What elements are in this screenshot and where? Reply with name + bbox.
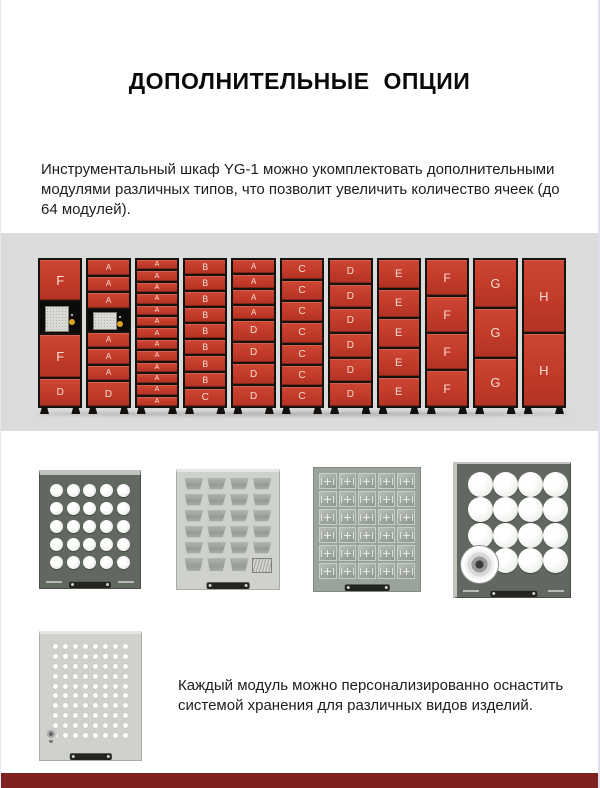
cabinet-module-E: E (379, 378, 419, 406)
storage-box (339, 545, 357, 561)
storage-hole (468, 497, 493, 522)
storage-hole (72, 683, 79, 690)
cabinet-module-D: D (330, 334, 370, 357)
tray-round-holes-80-grid (50, 642, 131, 740)
storage-box (358, 491, 376, 507)
tray-handle-icon (490, 590, 537, 597)
storage-hole (493, 523, 518, 548)
storage-bin (252, 526, 272, 539)
storage-hole (50, 556, 63, 569)
storage-hole (62, 663, 69, 670)
storage-box (319, 527, 337, 543)
storage-box (397, 563, 415, 579)
cabinet-module-A: A (88, 260, 128, 275)
cabinet-module-A: A (137, 385, 177, 394)
storage-hole (62, 643, 69, 650)
storage-hole (92, 692, 99, 699)
storage-hole (62, 692, 69, 699)
cabinet-module-F: F (40, 335, 80, 377)
cabinet-module-B: B (185, 324, 225, 338)
storage-hole (50, 520, 63, 533)
storage-hole (100, 484, 113, 497)
storage-hole (493, 472, 518, 497)
storage-hole (117, 538, 130, 551)
storage-box (378, 527, 396, 543)
storage-hole (122, 722, 129, 729)
cabinet-module-A: A (137, 340, 177, 349)
tray-handle-icon (345, 584, 390, 591)
storage-hole (52, 673, 59, 680)
storage-hole (102, 712, 109, 719)
storage-bin (207, 478, 227, 491)
storage-hole (82, 702, 89, 709)
storage-hole (117, 520, 130, 533)
cabinet-module-F: F (427, 297, 467, 332)
storage-hole (102, 732, 109, 739)
storage-hole (112, 712, 119, 719)
storage-hole (62, 683, 69, 690)
label-mark (548, 590, 564, 592)
storage-hole (543, 472, 568, 497)
storage-hole (83, 538, 96, 551)
storage-hole (122, 653, 129, 660)
storage-hole (92, 722, 99, 729)
storage-hole (122, 683, 129, 690)
storage-hole (92, 663, 99, 670)
storage-hole (72, 653, 79, 660)
storage-hole (83, 484, 96, 497)
storage-hole (122, 712, 129, 719)
storage-hole (72, 643, 79, 650)
cabinet-column-9 (425, 258, 469, 408)
storage-bin (184, 478, 204, 491)
storage-hole (92, 702, 99, 709)
window-panel (93, 312, 117, 330)
storage-hole (468, 472, 493, 497)
cabinet-module-D: D (330, 285, 370, 308)
cabinet-illustration (38, 258, 566, 408)
cabinet-module-C: C (185, 389, 225, 406)
storage-hole (67, 502, 80, 515)
storage-hole (52, 692, 59, 699)
storage-hole (102, 673, 109, 680)
storage-bin (184, 526, 204, 539)
storage-box (397, 473, 415, 489)
storage-bin (184, 558, 204, 573)
cabinet-column-5 (231, 258, 275, 408)
storage-hole (100, 520, 113, 533)
tray-plastic-boxes (313, 467, 421, 592)
storage-box (339, 491, 357, 507)
storage-hole (102, 683, 109, 690)
storage-hole (100, 538, 113, 551)
cabinet-column-10 (473, 258, 517, 408)
storage-box (397, 527, 415, 543)
storage-hole (72, 663, 79, 670)
storage-bin (230, 526, 250, 539)
storage-box (378, 545, 396, 561)
storage-box (378, 491, 396, 507)
storage-hole (102, 653, 109, 660)
storage-box (378, 509, 396, 525)
storage-hole (92, 643, 99, 650)
storage-bin (252, 494, 272, 507)
storage-hole (122, 643, 129, 650)
storage-box (319, 473, 337, 489)
window-panel (45, 306, 69, 332)
storage-box (397, 509, 415, 525)
small-tool (45, 728, 57, 740)
storage-box (319, 545, 337, 561)
cabinet-window (40, 302, 80, 333)
cabinet-module-C: C (282, 302, 322, 321)
storage-hole (102, 643, 109, 650)
storage-hole (62, 653, 69, 660)
cabinet-module-F: F (427, 334, 467, 369)
storage-hole (122, 732, 129, 739)
cabinet-module-C: C (282, 281, 322, 300)
storage-box (319, 563, 337, 579)
footer-bar (1, 773, 600, 788)
storage-hole (82, 653, 89, 660)
storage-hole (62, 702, 69, 709)
storage-hole (62, 712, 69, 719)
cabinet-column-3 (135, 258, 179, 408)
cabinet-module-D: D (233, 364, 273, 384)
cabinet-column-1 (38, 258, 82, 408)
cabinet-module-A: A (88, 277, 128, 292)
tray-plastic-boxes-grid (319, 473, 415, 579)
storage-bin (230, 494, 250, 507)
storage-hole (493, 497, 518, 522)
storage-hole (518, 548, 543, 573)
cabinet-module-H: H (524, 260, 564, 332)
storage-hole (82, 722, 89, 729)
storage-hole (543, 497, 568, 522)
storage-bin (207, 558, 227, 573)
cabinet-shadow (35, 412, 569, 416)
storage-bin (252, 542, 272, 555)
storage-hole (72, 692, 79, 699)
storage-hole (112, 673, 119, 680)
storage-hole (82, 712, 89, 719)
storage-hole (50, 502, 63, 515)
cabinet-module-A: A (233, 275, 273, 288)
cabinet-module-G: G (475, 260, 515, 307)
storage-bin (230, 510, 250, 523)
cabinet-module-D: D (330, 309, 370, 332)
cabinet-column-4 (183, 258, 227, 408)
cabinet-module-B: B (185, 292, 225, 306)
tray-round-holes-80 (39, 631, 142, 761)
cabinet-module-G: G (475, 359, 515, 406)
storage-hole (92, 683, 99, 690)
storage-box (358, 545, 376, 561)
storage-box (397, 545, 415, 561)
cabinet-module-B: B (185, 373, 225, 387)
storage-hole (50, 538, 63, 551)
storage-hole (52, 643, 59, 650)
cabinet-window (88, 310, 128, 331)
storage-hole (122, 663, 129, 670)
storage-hole (72, 712, 79, 719)
storage-box (378, 563, 396, 579)
storage-hole (52, 663, 59, 670)
storage-hole (102, 702, 109, 709)
storage-hole (543, 523, 568, 548)
storage-hole (67, 484, 80, 497)
storage-hole (468, 523, 493, 548)
cabinet-module-A: A (137, 260, 177, 269)
window-knob-icon (69, 319, 75, 325)
cabinet-module-A: A (137, 397, 177, 406)
tray-handle-icon (69, 753, 111, 760)
storage-bin (207, 542, 227, 555)
storage-box (358, 563, 376, 579)
cabinet-module-H: H (524, 334, 564, 406)
storage-hole (112, 653, 119, 660)
storage-hole (100, 502, 113, 515)
cabinet-column-6 (280, 258, 324, 408)
storage-hole (112, 643, 119, 650)
cabinet-module-B: B (185, 340, 225, 354)
storage-hole (67, 520, 80, 533)
storage-box (339, 563, 357, 579)
storage-hole (112, 692, 119, 699)
storage-box (358, 527, 376, 543)
storage-hole (117, 484, 130, 497)
storage-hole (67, 556, 80, 569)
cabinet-module-B: B (185, 356, 225, 370)
storage-hole (72, 732, 79, 739)
storage-box (319, 509, 337, 525)
cabinet-module-B: B (185, 276, 225, 290)
storage-hole (52, 653, 59, 660)
cabinet-column-2 (86, 258, 130, 408)
storage-box (397, 491, 415, 507)
storage-box (319, 491, 337, 507)
window-knob-icon (117, 321, 123, 327)
storage-hole (62, 722, 69, 729)
storage-hole (82, 663, 89, 670)
storage-bin (207, 494, 227, 507)
cabinet-module-A: A (137, 351, 177, 360)
cabinet-column-11 (522, 258, 566, 408)
storage-hole (117, 502, 130, 515)
storage-bin (252, 558, 272, 573)
cabinet-module-C: C (282, 387, 322, 406)
storage-hole (72, 673, 79, 680)
cabinet-module-D: D (330, 260, 370, 283)
cabinet-module-C: C (282, 323, 322, 342)
tray-handle-icon (69, 581, 111, 588)
cabinet-module-A: A (88, 349, 128, 364)
storage-hole (122, 692, 129, 699)
storage-bin (252, 510, 272, 523)
label-mark (118, 581, 134, 583)
storage-hole (72, 722, 79, 729)
cabinet-module-E: E (379, 349, 419, 377)
cabinet-module-G: G (475, 309, 515, 356)
cabinet-module-D: D (233, 343, 273, 363)
tray-round-holes-25 (39, 470, 141, 589)
storage-hole (82, 673, 89, 680)
storage-hole (112, 702, 119, 709)
storage-hole (92, 732, 99, 739)
tray-round-holes-16 (453, 462, 571, 598)
tray-handle-icon (207, 582, 250, 589)
storage-box (358, 509, 376, 525)
cabinet-module-A: A (88, 293, 128, 308)
tray-sloped-bins (176, 469, 280, 590)
cabinet-module-F: F (427, 371, 467, 406)
storage-bin (230, 542, 250, 555)
label-mark (46, 581, 62, 583)
storage-hole (82, 732, 89, 739)
cabinet-module-D: D (233, 321, 273, 341)
storage-hole (92, 673, 99, 680)
storage-hole (518, 472, 543, 497)
storage-hole (100, 556, 113, 569)
intro-paragraph: Инструментальный шкаф YG-1 можно укомплектовать дополнительными модулями различных типов, что позволит увеличить количество ячеек (до 64 модулей). (41, 161, 560, 218)
storage-hole (72, 702, 79, 709)
cabinet-module-E: E (379, 290, 419, 318)
storage-hole (122, 702, 129, 709)
storage-bin (230, 478, 250, 491)
storage-hole (52, 712, 59, 719)
storage-box (339, 473, 357, 489)
storage-hole (52, 683, 59, 690)
cabinet-module-A: A (88, 333, 128, 348)
storage-box (339, 527, 357, 543)
storage-bin (207, 510, 227, 523)
cabinet-module-B: B (185, 260, 225, 274)
storage-hole (112, 683, 119, 690)
label-mark (463, 590, 479, 592)
cabinet-module-D: D (330, 383, 370, 406)
tray-round-holes-25-grid (48, 482, 132, 571)
cabinet-column-7 (328, 258, 372, 408)
storage-bin (184, 510, 204, 523)
storage-hole (117, 556, 130, 569)
tray-sloped-bins-grid (184, 478, 272, 573)
storage-hole (102, 722, 109, 729)
modules-paragraph: Каждый модуль можно персонализированно оснастить системой хранения для различных видов изделий. (178, 677, 564, 714)
cabinet-module-D: D (330, 359, 370, 382)
storage-box (378, 473, 396, 489)
cabinet-module-A: A (137, 363, 177, 372)
storage-hole (67, 538, 80, 551)
cabinet-module-A: A (233, 260, 273, 273)
storage-hole (102, 663, 109, 670)
storage-hole (83, 520, 96, 533)
storage-bin (230, 558, 250, 573)
cabinet-module-B: B (185, 308, 225, 322)
storage-box (358, 473, 376, 489)
cabinet-module-D: D (88, 382, 128, 406)
cabinet-module-A: A (137, 283, 177, 292)
storage-hole (518, 523, 543, 548)
cabinet-module-A: A (233, 290, 273, 303)
storage-bin (207, 526, 227, 539)
page-title: ДОПОЛНИТЕЛЬНЫЕ ОПЦИИ (128, 68, 471, 94)
storage-hole (62, 732, 69, 739)
storage-box (339, 509, 357, 525)
cabinet-module-A: A (137, 328, 177, 337)
storage-hole (82, 692, 89, 699)
storage-hole (83, 502, 96, 515)
storage-hole (112, 663, 119, 670)
storage-hole (518, 497, 543, 522)
cabinet-module-A: A (233, 306, 273, 319)
storage-bin (184, 494, 204, 507)
storage-bin (184, 542, 204, 555)
storage-hole (92, 653, 99, 660)
cabinet-module-C: C (282, 366, 322, 385)
storage-hole (122, 673, 129, 680)
storage-hole (62, 673, 69, 680)
storage-bin (252, 478, 272, 491)
cabinet-module-E: E (379, 319, 419, 347)
tool-holder (461, 546, 498, 583)
cabinet-module-F: F (427, 260, 467, 295)
cabinet-module-A: A (88, 366, 128, 381)
cabinet-module-F: F (40, 260, 80, 300)
storage-hole (82, 643, 89, 650)
storage-hole (52, 702, 59, 709)
cabinet-module-D: D (233, 386, 273, 406)
cabinet-module-A: A (137, 306, 177, 315)
storage-hole (92, 712, 99, 719)
cabinet-module-A: A (137, 294, 177, 303)
cabinet-module-D: D (40, 379, 80, 406)
storage-hole (112, 732, 119, 739)
cabinet-module-C: C (282, 260, 322, 279)
storage-hole (112, 722, 119, 729)
cabinet-module-A: A (137, 374, 177, 383)
cabinet-module-A: A (137, 271, 177, 280)
storage-hole (102, 692, 109, 699)
cabinet-module-A: A (137, 317, 177, 326)
storage-hole (543, 548, 568, 573)
storage-hole (50, 484, 63, 497)
cabinet-column-8 (377, 258, 421, 408)
cabinet-module-C: C (282, 345, 322, 364)
storage-hole (82, 683, 89, 690)
cabinet-module-E: E (379, 260, 419, 288)
storage-hole (83, 556, 96, 569)
